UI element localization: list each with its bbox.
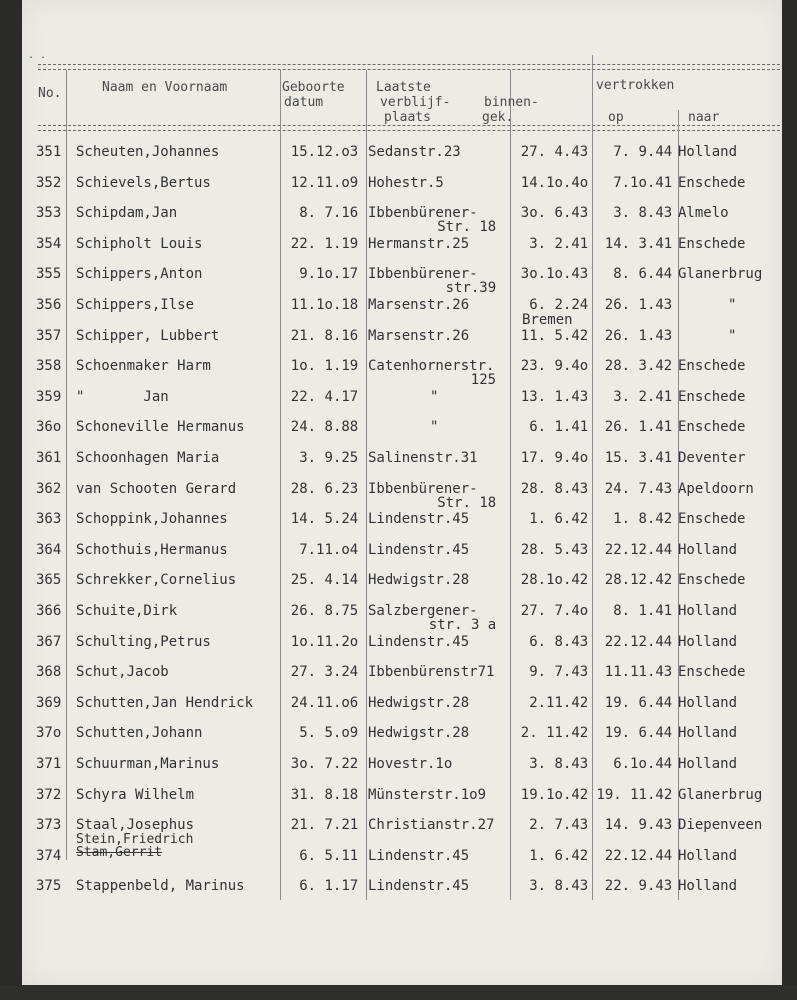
row-arrival-date: 28. 5.43 xyxy=(520,541,589,558)
row-arrival-date: 11. 5.42 xyxy=(520,327,589,344)
row-number: 366 xyxy=(36,603,62,619)
row-birth-date: 22. 4.17 xyxy=(290,388,359,405)
row-birth-date: 15.12.o3 xyxy=(290,144,359,160)
row-number: 352 xyxy=(36,174,62,191)
row-destination: Diepenveen xyxy=(678,817,763,834)
row-arrival-date: 6. 1.41 xyxy=(529,419,589,436)
row-birth-date: 9.1o.17 xyxy=(299,266,359,283)
row-number: 371 xyxy=(36,756,62,772)
row-number: 362 xyxy=(36,480,62,497)
row-number: 365 xyxy=(36,572,62,589)
row-birth-date: 1o.11.2o xyxy=(290,633,359,650)
column-divider-departure xyxy=(678,110,679,900)
row-last-address: " xyxy=(430,388,439,405)
row-destination: Holland xyxy=(678,756,738,772)
row-name: Schuite,Dirk xyxy=(76,603,178,619)
row-destination: Holland xyxy=(678,541,738,558)
row-departure-date: 11.11.43 xyxy=(604,664,673,681)
row-arrival-date: 27. 7.4o xyxy=(520,603,589,619)
row-departure-date: 26. 1.43 xyxy=(604,297,673,313)
row-departure-date: 1. 8.42 xyxy=(613,511,673,528)
header-departed-to: naar xyxy=(688,110,720,125)
row-name: Schoneville Hermanus xyxy=(76,419,245,436)
row-birth-date: 5. 5.o9 xyxy=(299,725,359,742)
row-destination: Almelo xyxy=(678,205,729,222)
row-destination: Glanerbrug xyxy=(678,786,763,803)
row-birth-date: 11.1o.18 xyxy=(290,297,359,313)
row-name: Schulting,Petrus xyxy=(76,633,211,650)
row-last-address: " xyxy=(430,419,439,436)
column-divider-arrival xyxy=(592,55,593,900)
row-arrival-date: 3. 2.41 xyxy=(529,235,589,252)
row-last-address: Hovestr.1o xyxy=(368,756,453,772)
row-arrival-date: 28.1o.42 xyxy=(520,572,589,589)
row-destination: Holland xyxy=(678,694,738,711)
row-last-address: Ibbenbürener- xyxy=(368,480,478,497)
row-departure-date: 7.1o.41 xyxy=(613,174,673,191)
row-birth-date: 27. 3.24 xyxy=(290,664,359,681)
row-departure-date: 28. 3.42 xyxy=(604,358,673,375)
row-birth-date: 21. 7.21 xyxy=(290,817,359,834)
row-birth-date: 14. 5.24 xyxy=(290,511,359,528)
row-departure-date: 8. 1.41 xyxy=(613,603,673,619)
header-address-line3: plaats xyxy=(384,110,431,125)
row-name: Schyra Wilhelm xyxy=(76,786,195,803)
row-destination: Enschede xyxy=(678,235,746,252)
row-last-address: Ibbenbürenstr71 xyxy=(368,664,495,681)
row-arrival-date: 27. 4.43 xyxy=(520,144,589,160)
row-last-address: Lindenstr.45 xyxy=(368,847,470,864)
punch-mark: . . xyxy=(28,50,47,61)
column-divider-dob xyxy=(366,70,367,900)
row-name: Schutten,Jan Hendrick xyxy=(76,694,254,711)
row-number: 37o xyxy=(36,725,62,742)
row-last-address: Lindenstr.45 xyxy=(368,633,470,650)
row-number: 367 xyxy=(36,633,62,650)
row-arrival-date: 14.1o.4o xyxy=(520,174,589,191)
row-last-address: Catenhornerstr. xyxy=(368,358,495,375)
row-arrival-date: 3o. 6.43 xyxy=(520,205,589,222)
row-destination: Holland xyxy=(678,878,738,895)
row-number: 368 xyxy=(36,664,62,681)
header-top-rule xyxy=(38,64,780,70)
row-departure-date: 3. 2.41 xyxy=(613,388,673,405)
row-name: Schipdam,Jan xyxy=(76,205,178,222)
row-name: Scheuten,Johannes xyxy=(76,144,220,160)
row-last-address: Lindenstr.45 xyxy=(368,541,470,558)
row-name: Staal,Josephus xyxy=(76,817,195,834)
row-departure-date: 7. 9.44 xyxy=(613,144,673,160)
scan-bottom-edge xyxy=(0,985,797,1000)
row-birth-date: 6. 5.11 xyxy=(299,847,359,864)
row-destination: Enschede xyxy=(678,511,746,528)
row-departure-date: 19. 6.44 xyxy=(604,725,673,742)
row-name: Schoonhagen Maria xyxy=(76,450,220,466)
row-birth-date: 28. 6.23 xyxy=(290,480,359,497)
row-name: Schoenmaker Harm xyxy=(76,358,211,375)
row-last-address: Ibbenbürener- xyxy=(368,205,478,222)
row-destination: Glanerbrug xyxy=(678,266,763,283)
row-name: Schippers,Anton xyxy=(76,266,203,283)
row-departure-date: 15. 3.41 xyxy=(604,450,673,466)
header-address-line1: Laatste xyxy=(376,80,431,95)
row-name: Schothuis,Hermanus xyxy=(76,541,228,558)
row-birth-date: 24.11.o6 xyxy=(290,694,359,711)
row-arrival-date: 17. 9.4o xyxy=(520,450,589,466)
row-last-address: Sedanstr.23 xyxy=(368,144,461,160)
column-divider-no xyxy=(66,70,67,860)
register-page xyxy=(22,0,782,985)
row-departure-date: 26. 1.41 xyxy=(604,419,673,436)
header-address-line2: verblijf- xyxy=(380,95,451,110)
row-name: Stappenbeld, Marinus xyxy=(76,878,245,895)
row-birth-date: 21. 8.16 xyxy=(290,327,359,344)
row-destination: Holland xyxy=(678,847,738,864)
row-departure-date: 28.12.42 xyxy=(604,572,673,589)
header-no: No. xyxy=(38,86,62,101)
row-number: 364 xyxy=(36,541,62,558)
row-name: Schipholt Louis xyxy=(76,235,203,252)
row-last-address: Lindenstr.45 xyxy=(368,878,470,895)
row-last-address: Münsterstr.1o9 xyxy=(368,786,487,803)
row-arrival-date: 23. 9.4o xyxy=(520,358,589,375)
row-departure-date: 6.1o.44 xyxy=(613,756,673,772)
row-number: 36o xyxy=(36,419,62,436)
row-departure-date: 26. 1.43 xyxy=(604,327,673,344)
header-dob-line2: datum xyxy=(284,95,324,110)
row-departure-date: 22.12.44 xyxy=(604,541,673,558)
row-number: 357 xyxy=(36,327,62,344)
row-departure-date: 19. 6.44 xyxy=(604,694,673,711)
row-birth-date: 26. 8.75 xyxy=(290,603,359,619)
row-last-address: Lindenstr.45 xyxy=(368,511,470,528)
row-birth-date: 24. 8.88 xyxy=(290,419,359,436)
row-destination: Deventer xyxy=(678,450,746,466)
row-name: Schippers,Ilse xyxy=(76,297,195,313)
row-arrival-date: 9. 7.43 xyxy=(529,664,589,681)
row-name: Schuurman,Marinus xyxy=(76,756,220,772)
column-divider-address xyxy=(510,70,511,900)
row-arrival-date: 3. 8.43 xyxy=(529,878,589,895)
column-divider-name xyxy=(280,70,281,900)
row-departure-date: 14. 9.43 xyxy=(604,817,673,834)
row-departure-date: 24. 7.43 xyxy=(604,480,673,497)
row-destination: Enschede xyxy=(678,419,746,436)
row-destination: Holland xyxy=(678,144,738,160)
row-arrival-date: 3. 8.43 xyxy=(529,756,589,772)
row-last-address-cont: Str. 18 xyxy=(437,494,497,511)
row-birth-date: 25. 4.14 xyxy=(290,572,359,589)
row-name-added: Stein,Friedrich xyxy=(76,831,194,847)
row-number: 354 xyxy=(36,235,62,252)
row-name: Schrekker,Cornelius xyxy=(76,572,237,589)
row-birth-date: 3. 9.25 xyxy=(299,450,359,466)
row-number: 363 xyxy=(36,511,62,528)
row-number: 361 xyxy=(36,450,62,466)
row-destination: Holland xyxy=(678,633,738,650)
row-number: 359 xyxy=(36,388,62,405)
row-arrival-origin: Bremen xyxy=(522,312,573,328)
row-name: Schievels,Bertus xyxy=(76,174,211,191)
row-destination: Enschede xyxy=(678,572,746,589)
header-departed: vertrokken xyxy=(596,78,675,93)
row-last-address: Salzbergener- xyxy=(368,603,478,619)
row-number: 356 xyxy=(36,297,62,313)
header-arrival-line1: binnen- xyxy=(484,95,539,110)
row-number: 358 xyxy=(36,358,62,375)
row-arrival-date: 19.1o.42 xyxy=(520,786,589,803)
row-name: van Schooten Gerard xyxy=(76,480,237,497)
row-last-address: Hedwigstr.28 xyxy=(368,572,470,589)
row-last-address-cont: 125 xyxy=(470,372,497,389)
header-dob-line1: Geboorte xyxy=(282,80,345,95)
row-last-address: Salinenstr.31 xyxy=(368,450,478,466)
row-destination: Apeldoorn xyxy=(678,480,754,497)
row-destination: Holland xyxy=(678,603,738,619)
row-last-address: Hermanstr.25 xyxy=(368,235,470,252)
row-number: 373 xyxy=(36,817,62,834)
row-arrival-date: 2. 11.42 xyxy=(520,725,589,742)
row-arrival-date: 13. 1.43 xyxy=(520,388,589,405)
row-number: 353 xyxy=(36,205,62,222)
row-name: " Jan xyxy=(76,388,169,405)
row-departure-date: 3. 8.43 xyxy=(613,205,673,222)
row-departure-date: 22. 9.43 xyxy=(604,878,673,895)
row-last-address: Marsenstr.26 xyxy=(368,327,470,344)
row-destination: Enschede xyxy=(678,358,746,375)
row-birth-date: 6. 1.17 xyxy=(299,878,359,895)
row-departure-date: 19. 11.42 xyxy=(596,786,673,803)
row-last-address: Marsenstr.26 xyxy=(368,297,470,313)
row-number: 374 xyxy=(36,847,62,864)
row-arrival-date: 6. 8.43 xyxy=(529,633,589,650)
row-arrival-date: 1. 6.42 xyxy=(529,511,589,528)
header-departed-on: op xyxy=(608,110,624,125)
row-arrival-date: 2.11.42 xyxy=(529,694,589,711)
row-departure-date: 8. 6.44 xyxy=(613,266,673,283)
row-last-address: Hedwigstr.28 xyxy=(368,694,470,711)
row-departure-date: 14. 3.41 xyxy=(604,235,673,252)
row-destination: Enschede xyxy=(678,388,746,405)
row-arrival-date: 1. 6.42 xyxy=(529,847,589,864)
row-name: Schut,Jacob xyxy=(76,664,169,681)
row-name: Schutten,Johann xyxy=(76,725,203,742)
row-arrival-date: 6. 2.24 xyxy=(529,297,589,313)
header-bottom-rule xyxy=(38,125,780,131)
row-birth-date: 8. 7.16 xyxy=(299,205,359,222)
row-last-address: Hohestr.5 xyxy=(368,174,444,191)
row-number: 372 xyxy=(36,786,62,803)
row-birth-date: 1o. 1.19 xyxy=(290,358,359,375)
row-destination: Holland xyxy=(678,725,738,742)
row-number: 355 xyxy=(36,266,62,283)
row-arrival-date: 3o.1o.43 xyxy=(520,266,589,283)
row-destination: " xyxy=(728,327,737,344)
row-last-address: Ibbenbürener- xyxy=(368,266,478,283)
row-departure-date: 22.12.44 xyxy=(604,847,673,864)
row-departure-date: 22.12.44 xyxy=(604,633,673,650)
row-destination: Enschede xyxy=(678,174,746,191)
row-number: 351 xyxy=(36,144,62,160)
header-name: Naam en Voornaam xyxy=(102,80,228,95)
row-name: Schoppink,Johannes xyxy=(76,511,228,528)
row-destination: " xyxy=(728,297,737,313)
row-destination: Enschede xyxy=(678,664,746,681)
row-last-address-cont: Str. 18 xyxy=(437,219,497,236)
row-last-address-cont: str.39 xyxy=(445,280,497,297)
row-name: Schipper, Lubbert xyxy=(76,327,220,344)
row-number: 369 xyxy=(36,694,62,711)
row-birth-date: 22. 1.19 xyxy=(290,235,359,252)
header-arrival-line2: gek. xyxy=(482,110,514,125)
row-last-address: Hedwigstr.28 xyxy=(368,725,470,742)
row-last-address: Christianstr.27 xyxy=(368,817,495,834)
row-arrival-date: 2. 7.43 xyxy=(529,817,589,834)
row-arrival-date: 28. 8.43 xyxy=(520,480,589,497)
row-birth-date: 31. 8.18 xyxy=(290,786,359,803)
row-name: Stam,Gerrit xyxy=(76,844,163,860)
row-birth-date: 3o. 7.22 xyxy=(290,756,359,772)
row-birth-date: 7.11.o4 xyxy=(299,541,359,558)
row-birth-date: 12.11.o9 xyxy=(290,174,359,191)
row-last-address-cont: str. 3 a xyxy=(428,617,497,633)
row-number: 375 xyxy=(36,878,62,895)
